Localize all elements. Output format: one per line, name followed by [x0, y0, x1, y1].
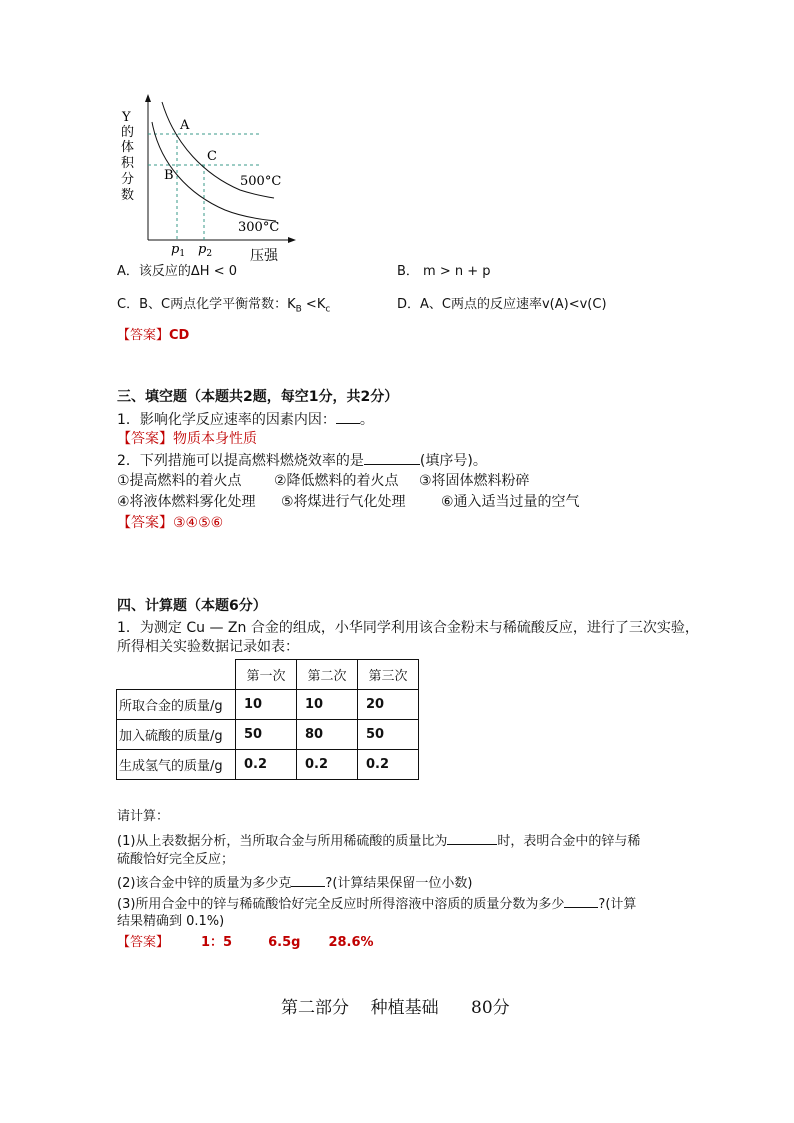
s3-option-5: ⑤将煤进行气化处理	[281, 494, 406, 510]
s4-sub1-text: (1)从上表数据分析，当所取合金与所用稀硫酸的质量比为	[117, 834, 448, 849]
y-label-4: 积	[121, 156, 135, 171]
option-c-mid: <K	[301, 297, 326, 312]
table-cell: 50	[358, 720, 419, 750]
table-cell: 80	[297, 720, 358, 750]
row-label: 加入硫酸的质量/g	[117, 720, 236, 750]
s3-q2-text: 2．下列措施可以提高燃料燃烧效率的是	[117, 453, 364, 469]
p2-label: $p_2$	[198, 242, 213, 259]
x-axis-arrow	[288, 237, 296, 243]
table-corner	[117, 660, 236, 690]
table-header: 第三次	[358, 660, 419, 690]
table-cell: 0.2	[236, 750, 297, 780]
s4-sub3-line2: 结果精确到 0.1%)	[117, 914, 225, 929]
answer-label: 【答案】	[117, 515, 173, 531]
point-c-label: C	[207, 149, 217, 164]
s4-sub1-line1	[117, 830, 640, 851]
s4-sub2-text-b: ?(计算结果保留一位小数)	[325, 876, 473, 891]
s3-q2-blank	[364, 450, 420, 465]
table-row	[117, 750, 419, 780]
answer-label: 【答案】	[117, 328, 170, 343]
answer-value-1: 1：5	[201, 935, 233, 950]
table-cell: 10	[297, 690, 358, 720]
s3-q2-end: (填序号)。	[419, 453, 487, 469]
table-header: 第一次	[236, 660, 297, 690]
s3-q1-blank	[336, 409, 360, 424]
y-label-5: 分	[121, 172, 135, 187]
s4-answer	[117, 934, 374, 952]
s3-option-2: ②降低燃料的着火点	[274, 473, 399, 489]
curve-500c-label: 500°C	[240, 174, 282, 189]
answer-label: 【答案】	[117, 431, 173, 447]
s3-option-6: ⑥通入适当过量的空气	[441, 494, 580, 510]
option-c-sub-b: B	[295, 304, 302, 315]
point-b-label: B	[164, 168, 174, 183]
option-d: D．A、C两点的反应速率v(A)<v(C)	[397, 297, 607, 312]
p1-label: $p_1$	[171, 242, 186, 259]
table-cell: 0.2	[358, 750, 419, 780]
y-label-2: 的	[121, 125, 135, 140]
y-label-1: Y	[122, 110, 131, 125]
y-label-6: 数	[121, 188, 135, 203]
s4-sub2-blank	[291, 872, 325, 887]
s4-ask: 请计算：	[117, 809, 170, 824]
table-cell: 50	[236, 720, 297, 750]
s4-sub3-blank	[564, 893, 598, 908]
answer-value-3: 28.6%	[328, 935, 374, 950]
equilibrium-graph	[0, 0, 794, 270]
option-c-text: C．B、C两点化学平衡常数：K	[117, 297, 296, 312]
y-label-3: 体	[121, 140, 135, 155]
table-row	[117, 690, 419, 720]
s4-sub2-text: (2)该合金中锌的质量为多少克	[117, 876, 292, 891]
option-b: B． m > n + p	[397, 264, 491, 279]
s4-sub3-text: (3)所用合金中的锌与稀硫酸恰好完全反应时所得溶液中溶质的质量分数为多少	[117, 897, 565, 912]
option-a: A．该反应的ΔH < 0	[117, 264, 237, 279]
y-axis-arrow	[145, 94, 151, 102]
point-a-label: A	[180, 118, 190, 133]
answer-value: ③④⑤⑥	[173, 515, 224, 531]
s4-intro-line1: 1．为测定 Cu — Zn 合金的组成，小华同学利用该合金粉末与稀硫酸反应，进行了三次实验，	[117, 620, 699, 636]
curve-300c-label: 300°C	[238, 220, 280, 235]
s4-sub1-line2: 硫酸恰好完全反应；	[117, 852, 235, 867]
s3-answer-2	[117, 513, 223, 533]
s3-answer-1	[117, 429, 257, 449]
table-cell: 20	[358, 690, 419, 720]
table-row	[117, 720, 419, 750]
section4-heading: 四、计算题（本题6分）	[117, 598, 267, 614]
table-header: 第二次	[297, 660, 358, 690]
answer-value: CD	[169, 328, 190, 343]
row-label: 生成氢气的质量/g	[117, 750, 236, 780]
s3-q1-text: 1．影响化学反应速率的因素内因：	[117, 412, 336, 428]
s3-question-2	[117, 450, 487, 471]
s4-intro-line2: 所得相关实验数据记录如表：	[117, 639, 299, 655]
s4-sub2	[117, 872, 472, 893]
s3-q1-end: 。	[359, 412, 374, 428]
s3-option-4: ④将液体燃料雾化处理	[117, 494, 256, 510]
answer-label: 【答案】	[117, 935, 170, 950]
answer-value: 物质本身性质	[173, 431, 257, 447]
s4-sub3-line1	[117, 893, 636, 914]
part-two-title: 第二部分 种植基础 80分	[281, 998, 510, 1018]
s3-question-1	[117, 409, 374, 430]
s4-sub3-text-b: ?(计算	[598, 897, 637, 912]
answer-value-2: 6.5g	[268, 935, 301, 950]
option-c-sub-c: c	[325, 304, 331, 315]
s3-option-1: ①提高燃料的着火点	[117, 473, 242, 489]
section3-heading: 三、填空题（本题共2题，每空1分，共2分）	[117, 389, 399, 405]
table-cell: 10	[236, 690, 297, 720]
data-table	[116, 659, 419, 780]
table-cell: 0.2	[297, 750, 358, 780]
table-header-row	[117, 660, 419, 690]
s3-option-3: ③将固体燃料粉碎	[419, 473, 530, 489]
s4-sub1-text-b: 时，表明合金中的锌与稀	[497, 834, 641, 849]
row-label: 所取合金的质量/g	[117, 690, 236, 720]
mc-answer	[117, 327, 189, 345]
option-c	[117, 296, 330, 319]
x-axis-label: 压强	[250, 248, 278, 264]
s4-sub1-blank	[447, 830, 497, 845]
